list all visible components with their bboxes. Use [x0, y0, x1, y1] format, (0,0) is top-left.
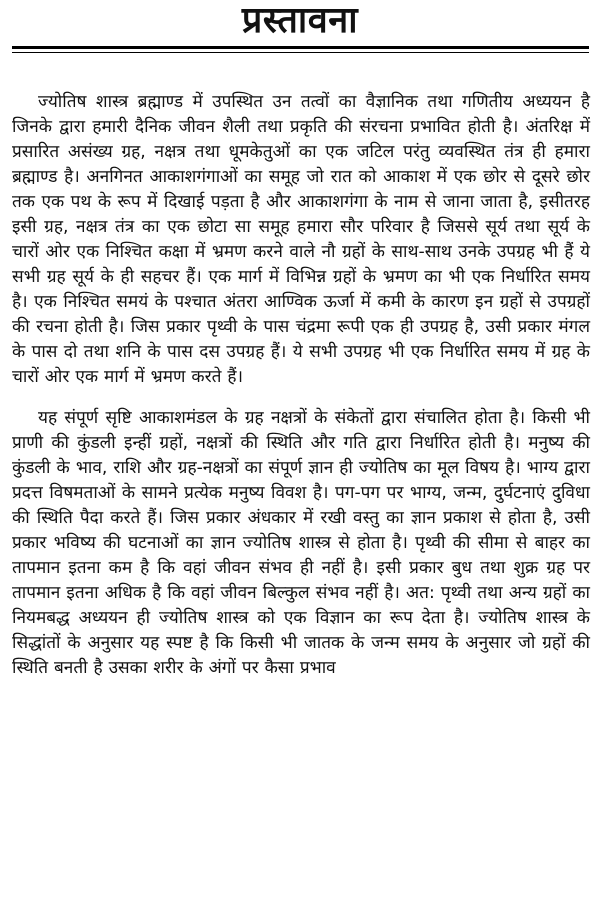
paragraph-2: यह संपूर्ण सृष्टि आकाशमंडल के ग्रह नक्षत्रों के संकेतों द्वारा संचालित होता है। किसी भी प्राणी की कुंडली इन्हीं ग्रहों, नक्षत्रों की स्थिति और गति द्वारा निर्धारित होती है। मनुष्य की कुंडली के भाव, राशि और ग्रह-नक्षत्रों का संपूर्ण ज्ञान ही ज्योतिष का मूल विषय है। भाग्य द्वारा प्रदत्त विषमताओं के सामने प्रत्येक मनुष्य विवश है। पग-पग पर भाग्य, जन्म, दुर्घटनाएं दुविधा की स्थिति पैदा करते हैं। जिस प्रकार अंधकार में रखी वस्तु का ज्ञान प्रकाश से होता है, उसी प्रकार भविष्य की घटनाओं का ज्ञान ज्योतिष शास्त्र से होता है। पृथ्वी की सीमा से बाहर का तापमान इतना कम है कि वहां जीवन संभव ही नहीं है। इसी प्रकार बुध तथा शुक्र ग्रह पर तापमान इतना अधिक है कि वहां जीवन बिल्कुल संभव नहीं है। अत: पृथ्वी तथा अन्य ग्रहों का नियमबद्ध अध्ययन ही ज्योतिष शास्त्र को एक विज्ञान का रूप देता है। ज्योतिष शास्त्र के सिद्धांतों के अनुसार यह स्पष्ट है कि किसी भी जातक के जन्म समय के अनुसार जो ग्रहों की स्थिति बनती है उसका शरीर के अंगों पर कैसा प्रभाव	[12, 408, 590, 678]
body-text	[12, 90, 590, 681]
paragraph-1: ज्योतिष शास्त्र ब्रह्माण्ड में उपस्थित उन तत्वों का वैज्ञानिक तथा गणितीय अध्ययन है जिनके द्वारा हमारी दैनिक जीवन शैली तथा प्रकृति की संरचना प्रभावित होती है। अंतरिक्ष में प्रसारित असंख्य ग्रह, नक्षत्र तथा धूमकेतुओं का एक जटिल परंतु व्यवस्थित तंत्र ही हमारा ब्रह्माण्ड है। अनगिनत आकाशगंगाओं का समूह जो रात को आकाश में एक छोर से दूसरे छोर तक एक पथ के रूप में दिखाई पड़ता है और आकाशगंगा के नाम से जाना जाता है, इसीतरह इसी ग्रह, नक्षत्र तंत्र का एक छोटा सा समूह हमारा सौर परिवार है जिससे सूर्य तथा सूर्य के चारों ओर एक निश्चित कक्षा में भ्रमण करने वाले नौ ग्रहों के साथ-साथ उनके उपग्रह भी हैं ये सभी ग्रह सूर्य के ही सहचर हैं। एक मार्ग में विभिन्न ग्रहों के भ्रमण का भी एक निर्धारित समय है। एक निश्चित समयं के पश्चात अंतरा आण्विक ऊर्जा में कमी के कारण इन ग्रहों से उपग्रहों की रचना होती है। जिस प्रकार पृथ्वी के पास चंद्रमा रूपी एक ही उपग्रह है, उसी प्रकार मंगल के पास दो तथा शनि के पास दस उपग्रह हैं। ये सभी उपग्रह भी एक निर्धारित समय में ग्रह के चारों ओर एक मार्ग में भ्रमण करते हैं।	[12, 92, 590, 387]
title-underline-thin	[12, 52, 589, 53]
page-title: प्रस्तावना	[241, 0, 359, 41]
title-underline-thick	[12, 46, 589, 49]
